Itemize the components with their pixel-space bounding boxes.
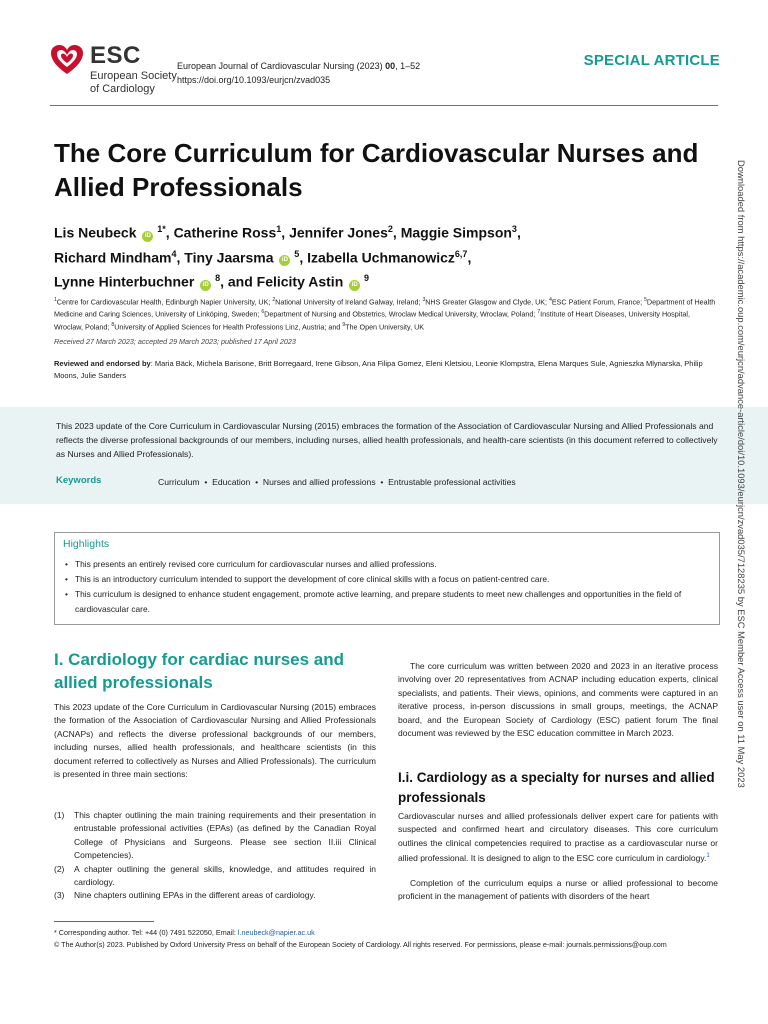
author-name[interactable]: Catherine Ross: [173, 224, 277, 241]
orcid-icon[interactable]: iD: [142, 231, 153, 242]
affiliations: $^1$Centre for Cardiovascular Health, Edinburgh Napier University, UK; $^2$National University of Ireland Galway, Ireland; $^3$NHS Greater Glasgow and Clyde, UK; $^4$ESC Patient Forum, France; $^5$Department of Health Medicine and Caring Sciences, University of Linköping, Sweden; $^6$Department of Nursing and Obstetrics, Wroclaw Medical University, Wroclaw, Poland; $^7$Institute of Heart Diseases, University Hospital, Wroclaw, Poland; $^8$University of Applied Sciences for Health Professions Linz, Austria; and $^9$The Open University, UK: [54, 297, 716, 332]
keywords-list: Curriculum • Education • Nurses and allied professions • Entrustable professional activities: [158, 477, 516, 487]
list-item: (2) A chapter outlining the general skills, knowledge, and attitudes required in cardiology.: [54, 863, 376, 888]
orcid-icon[interactable]: iD: [349, 280, 360, 291]
keywords-label: Keywords: [56, 475, 102, 486]
header-divider: [50, 105, 718, 106]
author-list: Lis Neubeck iD $^{1*}$, Catherine Ross$^1$, Jennifer Jones$^2$, Maggie Simpson$^3$, Richard Mindham$^4$, Tiny Jaarsma iD $^5$, Izabella Uchmanowicz$^{6,7}$, Lynne Hinterbuchner iD $^8$, and Felicity Astin iD $^9$: [54, 224, 521, 290]
author-name[interactable]: Maggie Simpson: [400, 224, 512, 241]
footnotes: [54, 927, 724, 951]
subsection-heading: I.i. Cardiology as a specialty for nurses and allied professionals: [398, 770, 715, 805]
body-paragraph: Cardiovascular nurses and allied professionals deliver expert care for patients with suspected and confirmed heart and circulatory diseases. This core curriculum outlines the clinical competencies required to practise as a cardiovascular nurse or allied professional. It is designed to align to the ESC core curriculum in cardiology.$^1$: [398, 811, 718, 864]
download-notice: Downloaded from https://academic.oup.com/eurjcn/advance-article/doi/10.1093/eurjcn/zvad035/7128235 by ESC Member Access user on 11 May 2023: [736, 160, 747, 788]
highlights-title: Highlights: [63, 538, 110, 550]
list-item: • This presents an entirely revised core curriculum for cardiovascular nurses and allied professions.: [63, 557, 713, 572]
article-type-label: SPECIAL ARTICLE: [583, 52, 720, 69]
esc-logo-heart-icon: [50, 44, 84, 76]
list-item: (3) Nine chapters outlining EPAs in the different areas of cardiology.: [54, 890, 316, 901]
journal-citation: European Journal of Cardiovascular Nursing (2023) 00, 1–52 https://doi.org/10.1093/eurjcn/zvad035: [177, 61, 421, 85]
email-link[interactable]: l.neubeck@napier.ac.uk: [237, 928, 315, 937]
section-heading: I. Cardiology for cardiac nurses and allied professionals: [54, 650, 345, 692]
list-item: (1) This chapter outlining the main training requirements and their presentation in entrustable professional activities (EPAs) (as defined by the Canadian Royal College of Physicians and Surgeons. Please see section II.iii Clinical Competencies).: [54, 810, 376, 861]
numbered-list: [54, 809, 376, 903]
author-name[interactable]: Felicity Astin: [256, 273, 344, 290]
list-item: • This is an introductory curriculum intended to support the development of core clinical skills with a focus on patient-centred care.: [63, 572, 713, 587]
esc-logo-subtitle: European Society of Cardiology: [90, 70, 177, 95]
author-name[interactable]: Jennifer Jones: [289, 224, 388, 241]
body-paragraph: Completion of the curriculum equips a nurse or allied professional to become proficient in the management of patients with disorders of the heart: [398, 878, 718, 902]
body-paragraph: The core curriculum was written between 2020 and 2023 in an iterative process involving over 20 representatives from ACNAP including education experts, clinical specialists, and patients. Their views, opinions, and comments were captured in an iterative process, in-person discussions in small groups, meetings, the ACNAP board, and the European Society of Cardiology (ESC) patient forum The final document was reviewed by the ESC education committee in March 2023.: [398, 661, 718, 739]
publication-dates: Received 27 March 2023; accepted 29 March 2023; published 17 April 2023: [54, 337, 296, 346]
esc-logo-wordmark: ESC: [90, 42, 141, 69]
author-name[interactable]: Lynne Hinterbuchner: [54, 273, 195, 290]
list-item: • This curriculum is designed to enhance student engagement, promote active learning, and prepare students to meet new challenges and opportunities in the field of cardiovascular care.: [63, 587, 713, 617]
abstract-text: This 2023 update of the Core Curriculum in Cardiovascular Nursing (2015) embraces the formation of the Association of Cardiovascular Nursing and Allied Professionals and reflects the diverse professional backgrounds of our members, including nurses, allied health professionals, and health-care scientists (in this document referred to collectively as Nurses and Allied Professionals).: [56, 421, 718, 459]
footnote-divider: [54, 921, 154, 922]
citation-link[interactable]: 1: [706, 853, 710, 860]
author-name[interactable]: Izabella Uchmanowicz: [307, 249, 455, 266]
orcid-icon[interactable]: iD: [279, 255, 290, 266]
body-paragraph: This 2023 update of the Core Curriculum in Cardiovascular Nursing (2015) embraces the formation of the Association of Cardiovascular Nursing and Allied Professionals (ACNAPs) and reflects the diverse professional backgrounds of our members, including nurses, allied health professionals, and healthcare scientists (in this document referred to collectively as Nurses and Allied Professionals). The curriculum is presented in three main sections:: [54, 702, 376, 780]
orcid-icon[interactable]: iD: [200, 280, 211, 291]
reviewers: Reviewed and endorsed by: Maria Bäck, Michela Barisone, Britt Borregaard, Irene Gibson, Ana Filipa Gomez, Eleni Kletsiou, Leonie Klompstra, Elena Marques Sule, Agnieszka Mlynarska, Philip Moons, Julie Sanders: [54, 359, 703, 380]
author-name[interactable]: Lis Neubeck: [54, 224, 137, 241]
copyright-notice: © The Author(s) 2023. Published by Oxford University Press on behalf of the European Society of Cardiology. All rights reserved. For permissions, please e-mail: journals.permissions@oup.com: [54, 940, 667, 949]
doi-link[interactable]: https://doi.org/10.1093/eurjcn/zvad035: [177, 75, 331, 85]
article-title: The Core Curriculum for Cardiovascular Nurses and Allied Professionals: [54, 138, 699, 202]
author-name[interactable]: Tiny Jaarsma: [184, 249, 274, 266]
corresponding-author: * Corresponding author. Tel: +44 (0) 7491 522050, Email: l.neubeck@napier.ac.uk: [54, 928, 315, 937]
highlights-list: [63, 557, 713, 617]
author-name[interactable]: Richard Mindham: [54, 249, 172, 266]
